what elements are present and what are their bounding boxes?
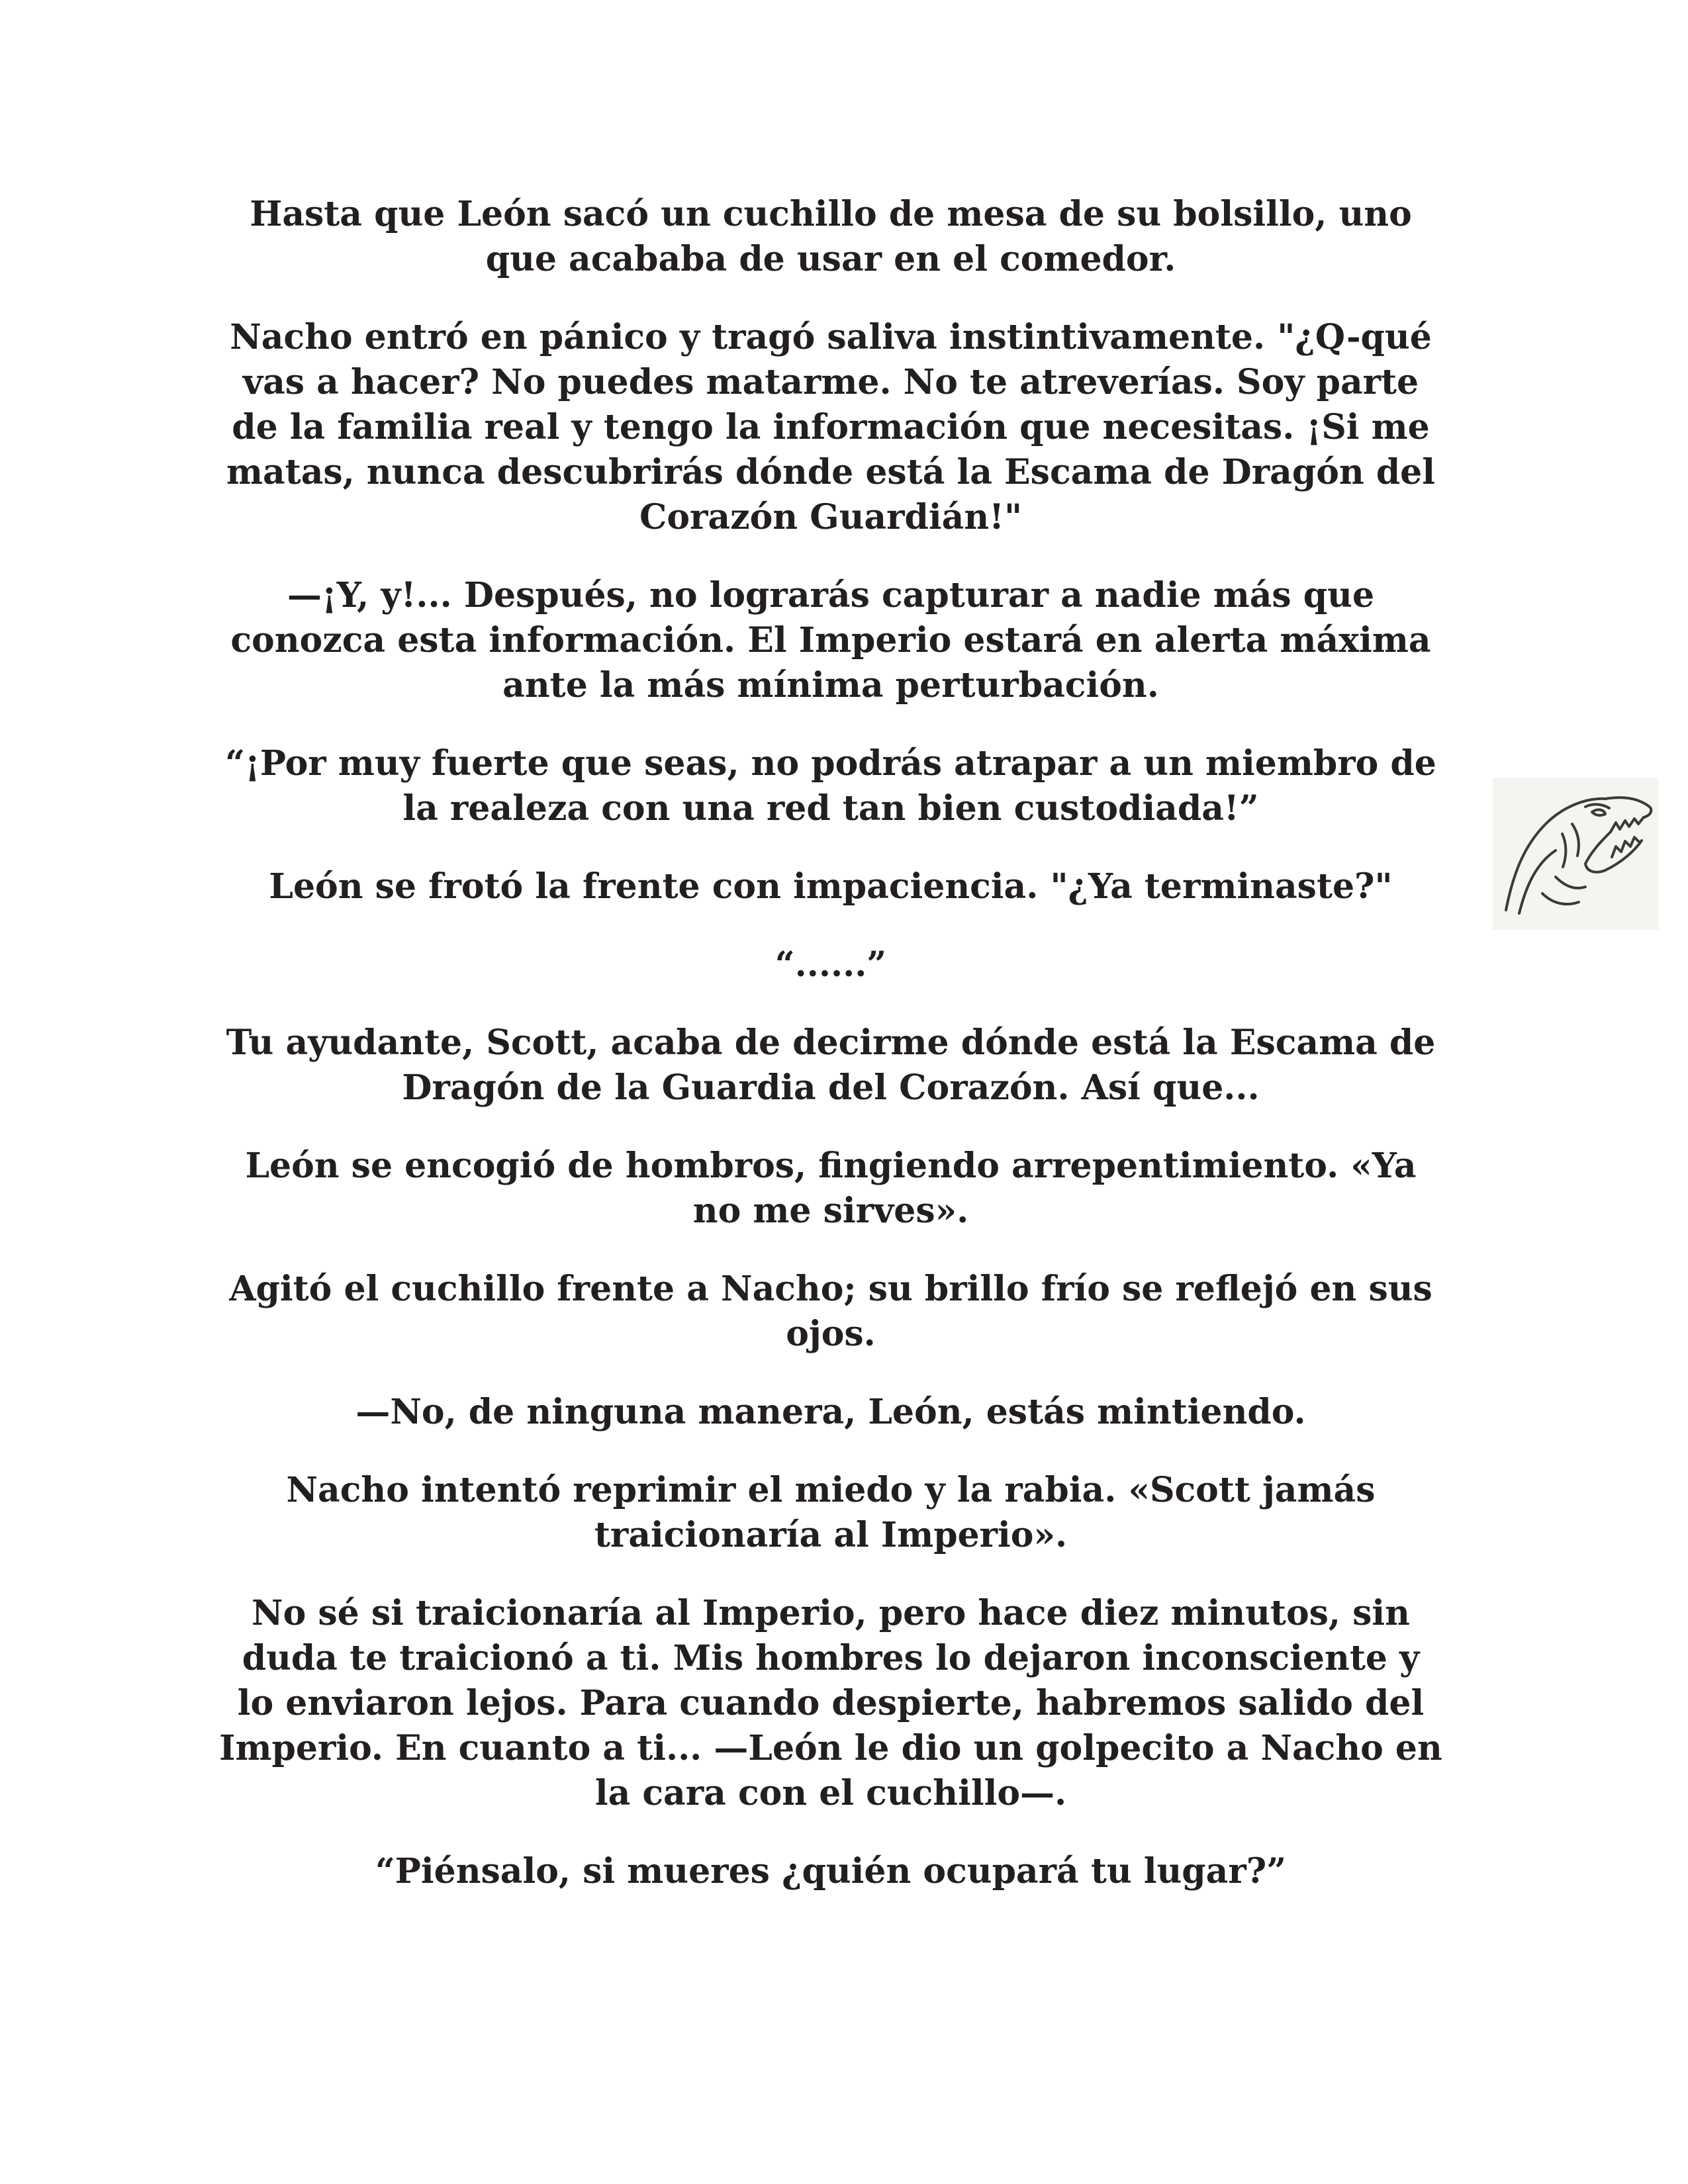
paragraph: Tu ayudante, Scott, acaba de decirme dónde está la Escama de Dragón de la Guardia del Corazón. Así que... (226, 1023, 1436, 1108)
paragraph: Agitó el cuchillo frente a Nacho; su brillo frío se reflejó en sus ojos. (229, 1269, 1432, 1354)
paragraph: —No, de ninguna manera, León, estás mintiendo. (355, 1392, 1306, 1432)
paragraph: León se frotó la frente con impaciencia. "¿Ya terminaste?" (269, 866, 1393, 907)
paragraph: Nacho entró en pánico y tragó saliva instintivamente. "¿Q-qué vas a hacer? No puedes matarme. No te atreverías. Soy parte de la familia real y tengo la información que necesitas. ¡Si me matas, nunca descubrirás dónde está la Escama de Dragón del Corazón Guardián!" (226, 317, 1436, 537)
story-text (218, 192, 1443, 1927)
paragraph: Nacho intentó reprimir el miedo y la rabia. «Scott jamás traicionaría al Imperio». (286, 1470, 1376, 1555)
paragraph: León se encogió de hombros, fingiendo arrepentimiento. «Ya no me sirves». (245, 1146, 1417, 1231)
paragraph: No sé si traicionaría al Imperio, pero hace diez minutos, sin duda te traicionó a ti. Mis hombres lo dejaron inconsciente y lo enviaron lejos. Para cuando despierte, habremos salido del Imperio. En cuanto a ti... —León le dio un golpecito a Nacho en la cara con el cuchillo—. (219, 1593, 1442, 1813)
paragraph: —¡Y, y!... Después, no lograrás capturar a nadie más que conozca esta información. El Imperio estará en alerta máxima ante la más mínima perturbación. (230, 575, 1431, 705)
paragraph: “Piénsalo, si mueres ¿quién ocupará tu lugar?” (375, 1851, 1287, 1891)
paragraph: “......” (774, 944, 887, 985)
paragraph: Hasta que León sacó un cuchillo de mesa de su bolsillo, uno que acababa de usar en el comedor. (250, 194, 1412, 279)
dinosaur-head-sketch-icon (1493, 778, 1658, 930)
paragraph: “¡Por muy fuerte que seas, no podrás atrapar a un miembro de la realeza con una red tan bien custodiada!” (225, 743, 1436, 829)
